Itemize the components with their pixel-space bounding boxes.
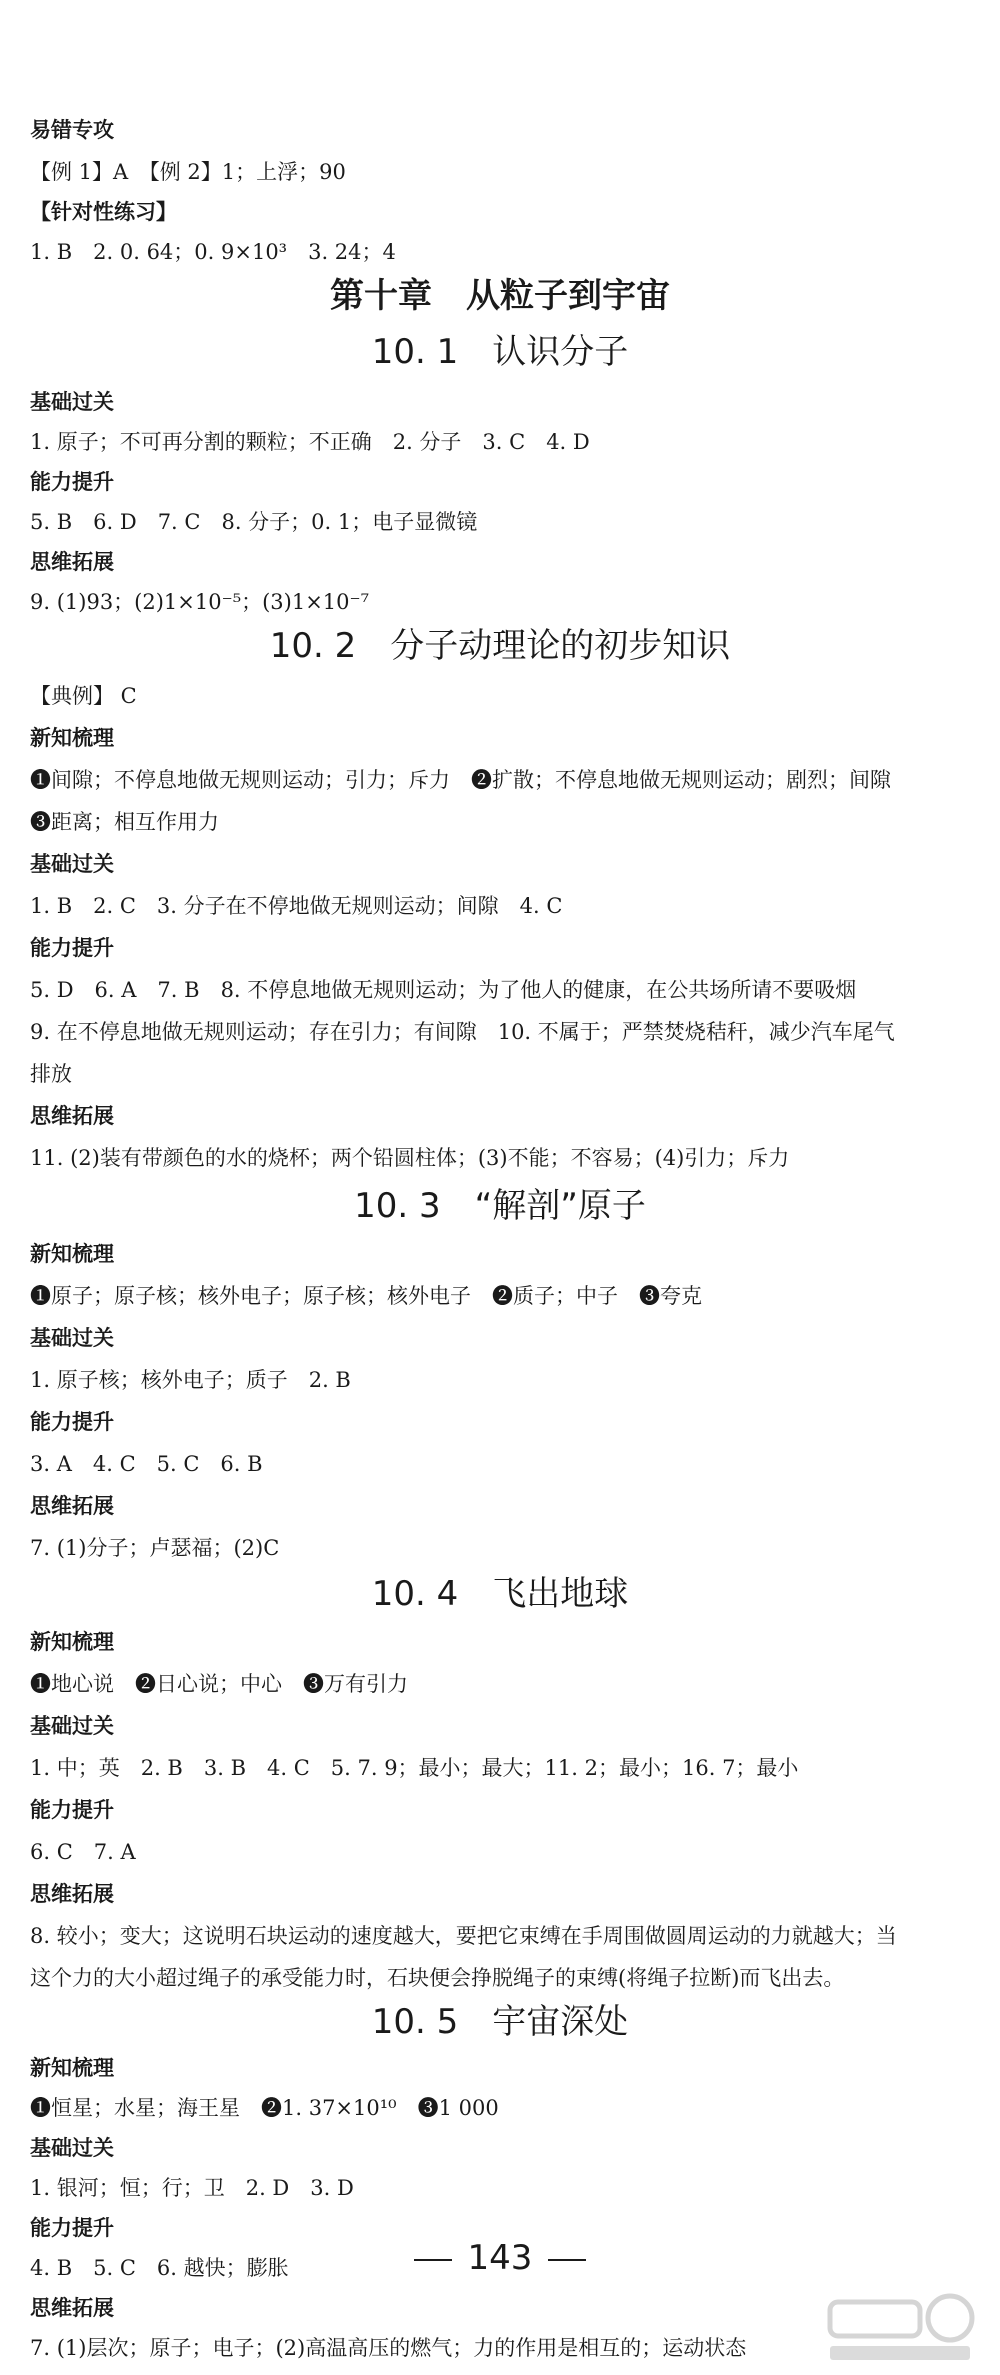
page-number-dash-left <box>414 2259 452 2261</box>
section-label: 新知梳理 <box>30 1242 114 1266</box>
answer-line: 9. 在不停息地做无规则运动；存在引力；有间隙 10. 不属于；严禁焚烧秸秆，减少汽车尾气 <box>30 1020 895 1044</box>
section-label: 能力提升 <box>30 470 114 494</box>
answer-line: ❶间隙；不停息地做无规则运动；引力；斥力 ❷扩散；不停息地做无规则运动；剧烈；间隙 <box>30 768 891 792</box>
section-label: 基础过关 <box>30 1326 114 1350</box>
answer-line: ❶地心说 ❷日心说；中心 ❸万有引力 <box>30 1672 408 1696</box>
section-label: 新知梳理 <box>30 726 114 750</box>
section-label: 基础过关 <box>30 852 114 876</box>
answer-line: 1. B 2. 0. 64；0. 9×10³ 3. 24；4 <box>30 240 396 264</box>
answer-line: 1. 中；英 2. B 3. B 4. C 5. 7. 9；最小；最大；11. 2；最小；16. 7；最小 <box>30 1756 799 1780</box>
section-label: 能力提升 <box>30 2216 114 2240</box>
section-label: 新知梳理 <box>30 1630 114 1654</box>
answer-line: 5. B 6. D 7. C 8. 分子；0. 1；电子显微镜 <box>30 510 478 534</box>
answer-line: 1. B 2. C 3. 分子在不停地做无规则运动；间隙 4. C <box>30 894 563 918</box>
section-label: 思维拓展 <box>30 550 114 574</box>
answer-line: 【例 1】A 【例 2】1；上浮；90 <box>30 160 346 184</box>
section-label: 思维拓展 <box>30 1494 114 1518</box>
answer-line: 9. (1)93；(2)1×10⁻⁵；(3)1×10⁻⁷ <box>30 590 370 614</box>
answer-line: 3. A 4. C 5. C 6. B <box>30 1452 263 1476</box>
answer-line: 7. (1)层次；原子；电子；(2)高温高压的燃气；力的作用是相互的；运动状态 <box>30 2336 747 2360</box>
page-number-text: 143 <box>467 2238 533 2278</box>
answer-line: 5. D 6. A 7. B 8. 不停息地做无规则运动；为了他人的健康，在公共场所请不要吸烟 <box>30 978 857 1002</box>
answer-line: 4. B 5. C 6. 越快；膨胀 <box>30 2256 289 2280</box>
section-label: 【针对性练习】 <box>30 200 177 224</box>
section-label: 思维拓展 <box>30 2296 114 2320</box>
answer-line: 这个力的大小超过绳子的承受能力时，石块便会挣脱绳子的束缚(将绳子拉断)而飞出去。 <box>30 1966 845 1990</box>
answer-line: 【典例】 C <box>30 684 137 708</box>
chapter-title: 第十章 从粒子到宇宙 <box>330 276 670 316</box>
page-number-dash-right <box>548 2259 586 2261</box>
section-label: 基础过关 <box>30 390 114 414</box>
section-label: 能力提升 <box>30 1410 114 1434</box>
page-number <box>0 2238 1000 2278</box>
section-title: 10. 3 “解剖”原子 <box>354 1186 646 1226</box>
answer-line: 排放 <box>30 1062 72 1086</box>
answer-line: 11. (2)装有带颜色的水的烧杯；两个铅圆柱体；(3)不能；不容易；(4)引力；斥力 <box>30 1146 790 1170</box>
section-title: 10. 2 分子动理论的初步知识 <box>269 626 731 666</box>
answer-line: 7. (1)分子；卢瑟福；(2)C <box>30 1536 280 1560</box>
answer-line: ❶原子；原子核；核外电子；原子核；核外电子 ❷质子；中子 ❸夸克 <box>30 1284 702 1308</box>
watermark-logo <box>820 2288 980 2368</box>
section-label: 思维拓展 <box>30 1882 114 1906</box>
answer-line: 1. 原子；不可再分割的颗粒；不正确 2. 分子 3. C 4. D <box>30 430 590 454</box>
answer-line: 6. C 7. A <box>30 1840 136 1864</box>
section-label: 基础过关 <box>30 1714 114 1738</box>
answer-line: ❸距离；相互作用力 <box>30 810 219 834</box>
answer-line: ❶恒星；水星；海王星 ❷1. 37×10¹⁰ ❸1 000 <box>30 2096 499 2120</box>
section-label: 易错专攻 <box>30 118 114 142</box>
section-label: 能力提升 <box>30 936 114 960</box>
section-title: 10. 4 飞出地球 <box>371 1574 629 1614</box>
section-title: 10. 5 宇宙深处 <box>371 2002 629 2042</box>
section-label: 思维拓展 <box>30 1104 114 1128</box>
section-label: 能力提升 <box>30 1798 114 1822</box>
section-title: 10. 1 认识分子 <box>371 332 629 372</box>
answer-line: 1. 银河；恒；行；卫 2. D 3. D <box>30 2176 354 2200</box>
section-label: 新知梳理 <box>30 2056 114 2080</box>
watermark-logo-icon <box>820 2288 980 2368</box>
section-label: 基础过关 <box>30 2136 114 2160</box>
answer-line: 1. 原子核；核外电子；质子 2. B <box>30 1368 351 1392</box>
answer-line: 8. 较小；变大；这说明石块运动的速度越大，要把它束缚在手周围做圆周运动的力就越大；当 <box>30 1924 897 1948</box>
